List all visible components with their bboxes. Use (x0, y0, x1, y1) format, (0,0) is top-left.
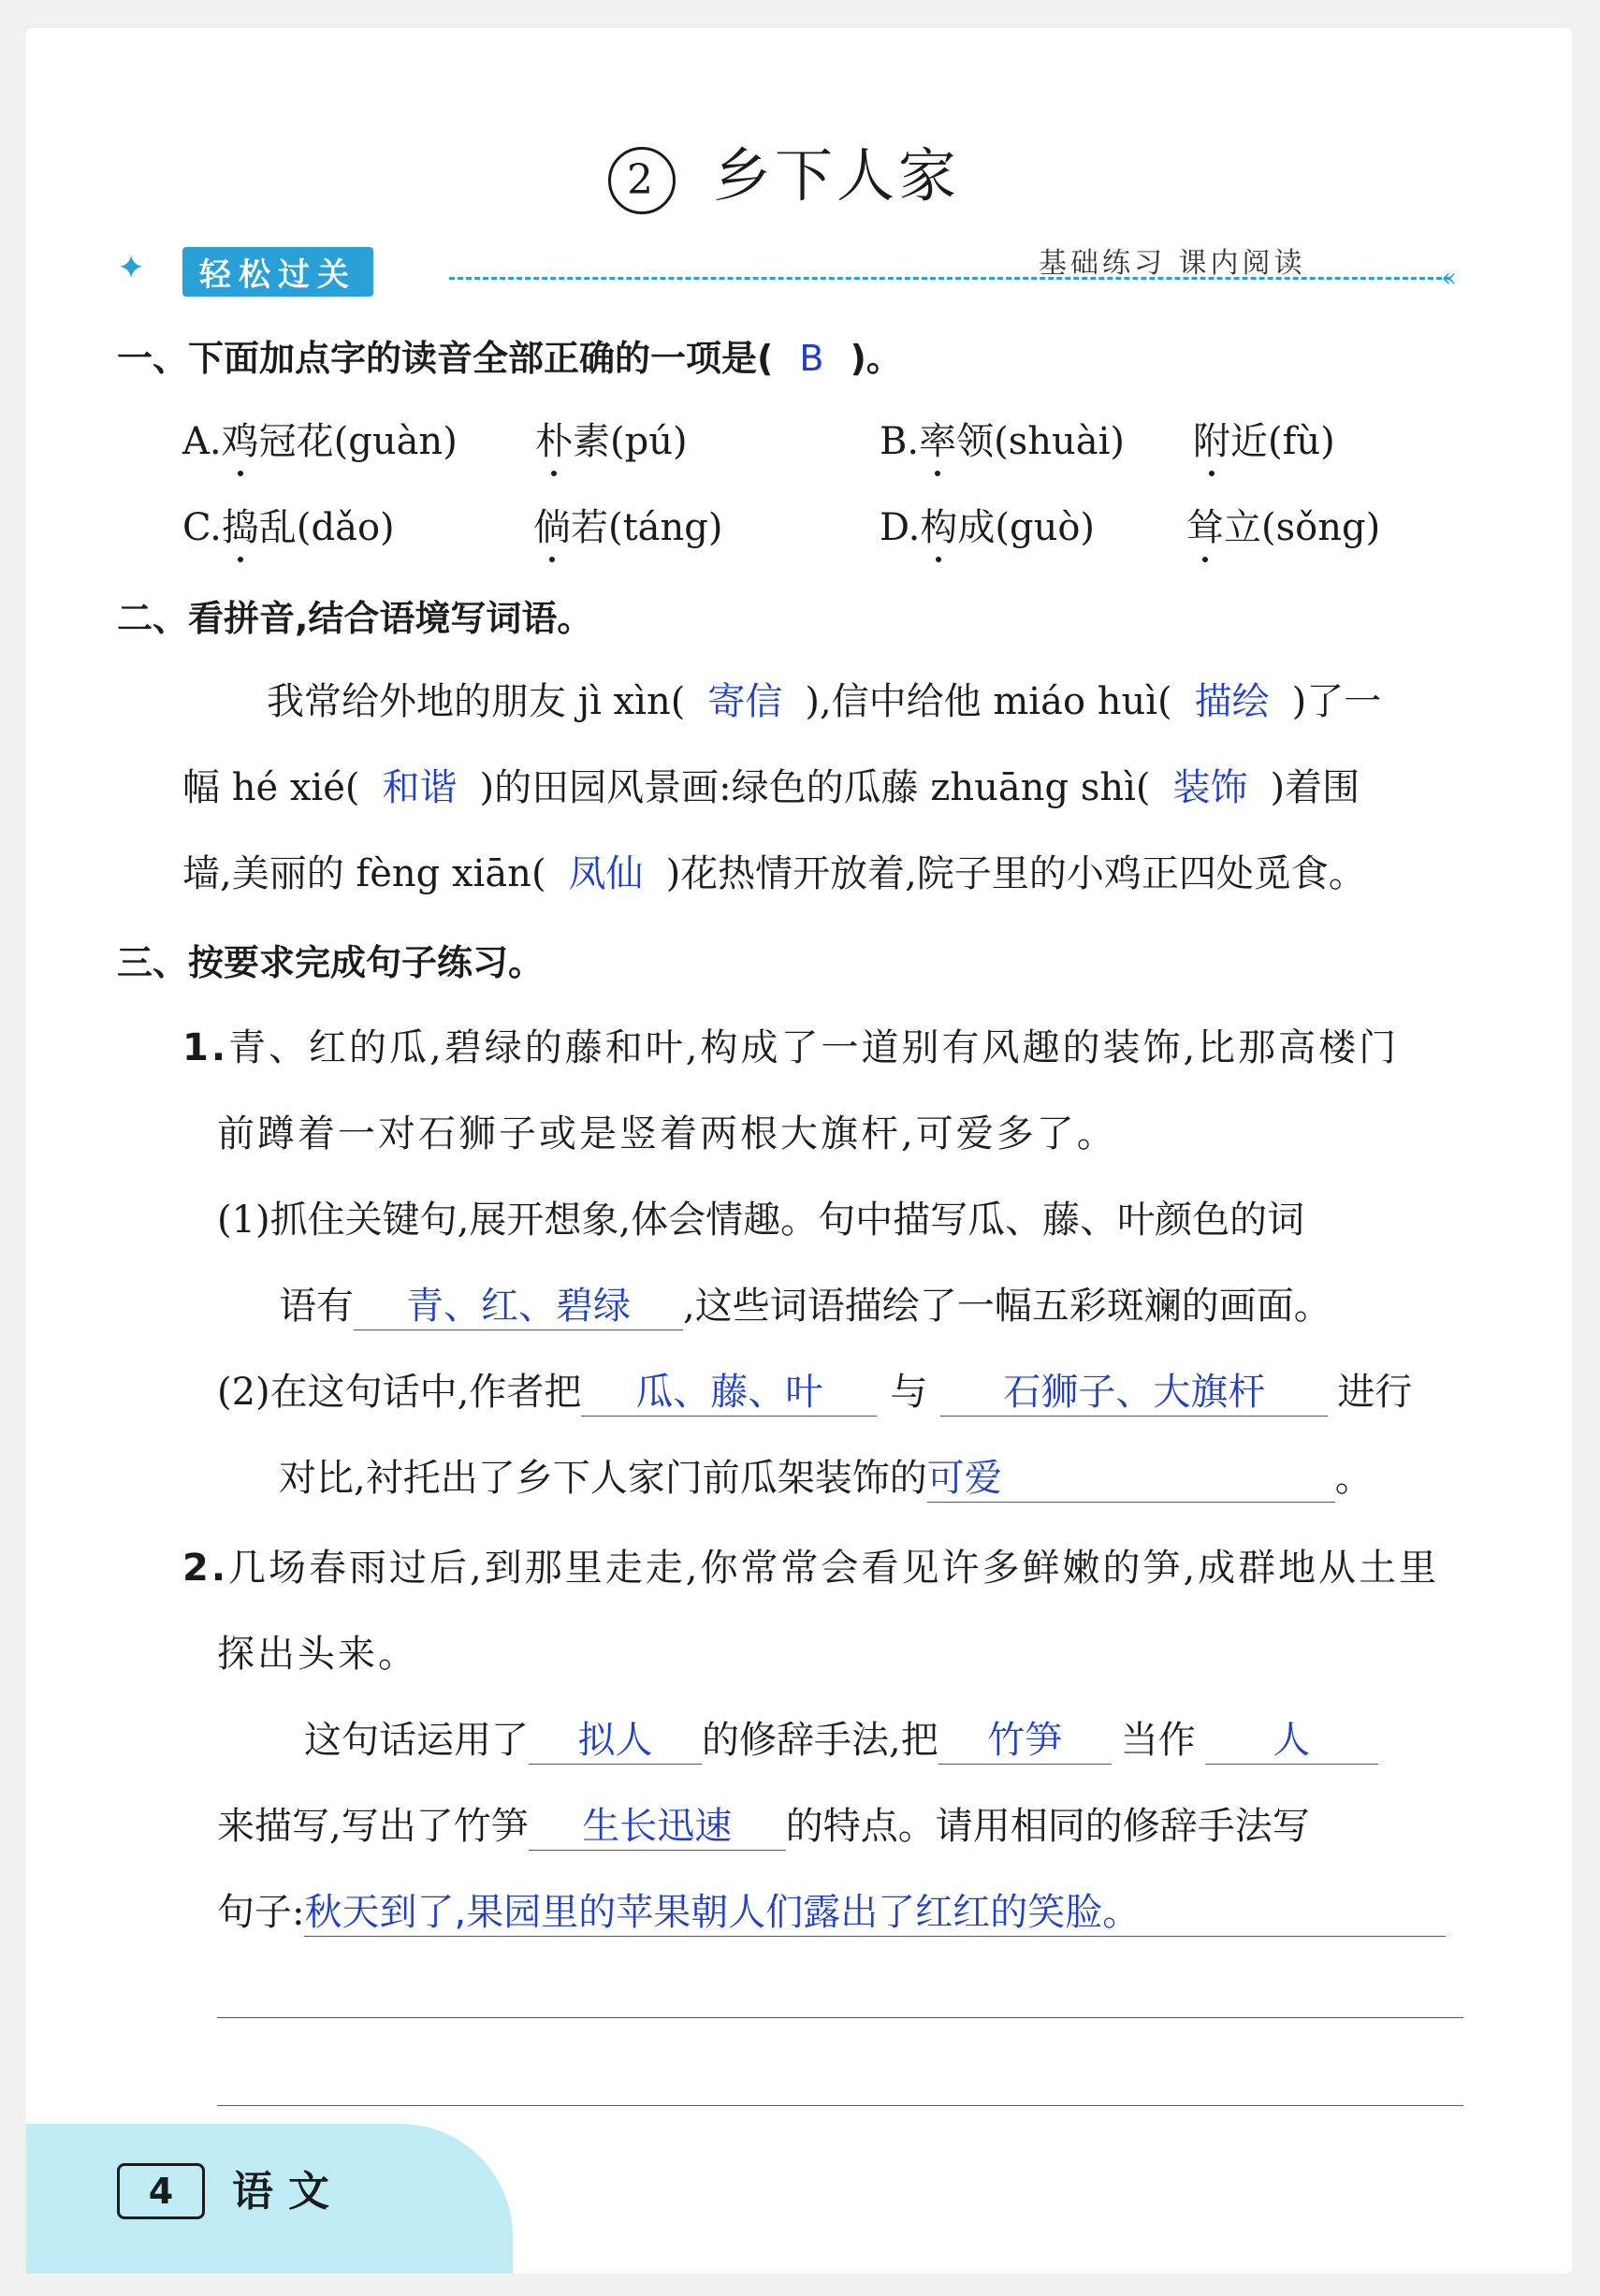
q3-s2-number: 2. (182, 1547, 229, 1590)
q3-r-text-a: 这句话运用了 (304, 1719, 529, 1762)
q3-heading: 三、按要求完成句子练习。 (117, 942, 545, 983)
q3-r-text-c: 当作 (1120, 1719, 1196, 1762)
q1-option-a2: 朴素(pú) (535, 420, 688, 463)
q3-r-text-b: 的修辞手法,把 (702, 1719, 938, 1762)
q1-option-c1: C.捣乱(dǎo) (182, 506, 395, 549)
q2-l1-text-c: )了一 (1291, 680, 1382, 723)
q2-l2-text-a: 幅 hé xié( (182, 766, 360, 809)
q3-p2-answer-2: 石狮子、大旗杆 (1003, 1371, 1266, 1414)
q1-option-b2: 附近(fù) (1193, 420, 1335, 463)
q2-answer-jixin: 寄信 (707, 680, 783, 723)
q3-r-line-1 (304, 1710, 1378, 1765)
q3-s1-line-2: 前蹲着一对石狮子或是竖着两根大旗杆,可爱多了。 (217, 1112, 1117, 1155)
q2-line-1 (267, 672, 1381, 725)
q3-r-answer-2: 竹笋 (987, 1719, 1063, 1762)
q3-p2-blank-1 (581, 1362, 877, 1417)
q2-line-2 (182, 758, 1360, 811)
q3-r-blank-3 (1205, 1710, 1378, 1765)
q3-r-text-f: 句子: (217, 1891, 305, 1934)
q2-l1-text-b: ),信中给他 miáo huì( (805, 680, 1172, 723)
q1-option-d1: D.构成(guò) (880, 506, 1096, 549)
lesson-number: 2 (608, 147, 676, 214)
q3-p2-text-d: 对比,衬托出了乡下人家门前瓜架装饰的 (279, 1457, 927, 1500)
q1-option-b1: B.率领(shuài) (880, 420, 1126, 463)
banner-tags: 基础练习 课内阅读 (1039, 247, 1306, 280)
q1-option-a1: A.鸡冠花(guàn) (182, 420, 458, 463)
q3-p1-line-1: (1)抓住关键句,展开想象,体会情趣。句中描写瓜、藤、叶颜色的词 (217, 1199, 1305, 1242)
lesson-title-text: 乡下人家 (713, 141, 961, 210)
q1-option-c2: 倘若(táng) (533, 506, 723, 549)
q1-heading-end: )。 (850, 338, 902, 379)
arrow-icon: « (1441, 262, 1458, 293)
q3-p2-line-2 (279, 1448, 1373, 1503)
q1-heading (117, 329, 902, 381)
q3-r-answer-1: 拟人 (577, 1719, 653, 1762)
q3-r-line-3 (217, 1882, 1446, 1937)
q3-r-line-2 (217, 1796, 1310, 1851)
q3-p2-line-1 (217, 1362, 1412, 1417)
lesson-title (608, 129, 960, 214)
q2-l3-text-b: )花热情开放着,院子里的小鸡正四处觅食。 (665, 852, 1366, 895)
q2-answer-hexie: 和谐 (382, 766, 458, 809)
q3-p2-text-c: 进行 (1337, 1371, 1413, 1414)
q3-p2-text-a: (2)在这句话中,作者把 (217, 1371, 582, 1414)
q3-s1-text-1: 青、红的瓜,碧绿的藤和叶,构成了一道别有风趣的装饰,比那高楼门 (228, 1026, 1400, 1069)
q2-l1-text-a: 我常给外地的朋友 jì xìn( (267, 680, 686, 723)
q3-s2-text-1: 几场春雨过后,到那里走走,你常常会看见许多鲜嫩的笋,成群地从土里 (228, 1547, 1440, 1590)
answer-line-extra-2 (217, 2105, 1463, 2106)
q3-p2-text-e: 。 (1334, 1457, 1373, 1500)
q3-r-answer-3: 人 (1273, 1719, 1311, 1762)
q2-line-3 (182, 844, 1366, 897)
q2-l3-text-a: 墙,美丽的 fèng xiān( (182, 852, 546, 895)
q3-s2-line-1 (182, 1538, 1439, 1591)
q3-p2-blank-2 (940, 1362, 1328, 1417)
subject-label: 语文 (232, 2168, 344, 2216)
q2-answer-miaohui: 描绘 (1194, 680, 1270, 723)
q3-r-text-d: 来描写,写出了竹笋 (217, 1805, 529, 1848)
q2-l2-text-b: )的田园风景画:绿色的瓜藤 zhuāng shì( (479, 766, 1151, 809)
answer-line-extra-1 (217, 2017, 1463, 2018)
q3-p2-answer-1: 瓜、藤、叶 (635, 1371, 823, 1414)
q3-p2-text-b: 与 (890, 1371, 928, 1414)
q3-s1-number: 1. (182, 1026, 229, 1069)
q1-heading-text: 一、下面加点字的读音全部正确的一项是( (117, 338, 774, 379)
q3-p1-answer: 青、红、碧绿 (406, 1285, 631, 1328)
q2-l2-text-c: )着围 (1270, 766, 1360, 809)
runner-icon: ✦ (117, 249, 146, 287)
q3-p2-blank-3 (927, 1448, 1335, 1503)
q3-s1-line-1 (182, 1018, 1399, 1071)
page-number: 4 (117, 2163, 205, 2219)
q3-p1-blank (354, 1276, 683, 1330)
q2-answer-zhuangshi: 装饰 (1172, 766, 1248, 809)
q2-answer-fengxian: 凤仙 (568, 852, 644, 895)
q3-s2-line-2: 探出头来。 (217, 1633, 418, 1676)
q3-r-blank-1 (529, 1710, 702, 1765)
q3-r-blank-5 (304, 1882, 1446, 1937)
q2-heading: 二、看拼音,结合语境写词语。 (117, 598, 593, 639)
banner-label: 轻松过关 (182, 247, 373, 297)
q3-r-blank-4 (529, 1796, 786, 1851)
q3-r-answer-4: 生长迅速 (582, 1805, 733, 1848)
q3-r-answer-5: 秋天到了,果园里的苹果朝人们露出了红红的笑脸。 (304, 1891, 1141, 1934)
q3-r-text-e: 的特点。请用相同的修辞手法写 (785, 1805, 1310, 1848)
q3-r-blank-2 (938, 1710, 1112, 1765)
q1-option-d2: 耸立(sǒng) (1186, 506, 1381, 549)
q3-p2-answer-3: 可爱 (926, 1457, 1002, 1500)
q3-p1-line-2 (279, 1276, 1331, 1330)
q3-p1-text-a: 语有 (279, 1285, 354, 1328)
q3-p1-text-b: ,这些词语描绘了一幅五彩斑斓的画面。 (683, 1285, 1331, 1328)
q1-answer: B (799, 338, 824, 379)
